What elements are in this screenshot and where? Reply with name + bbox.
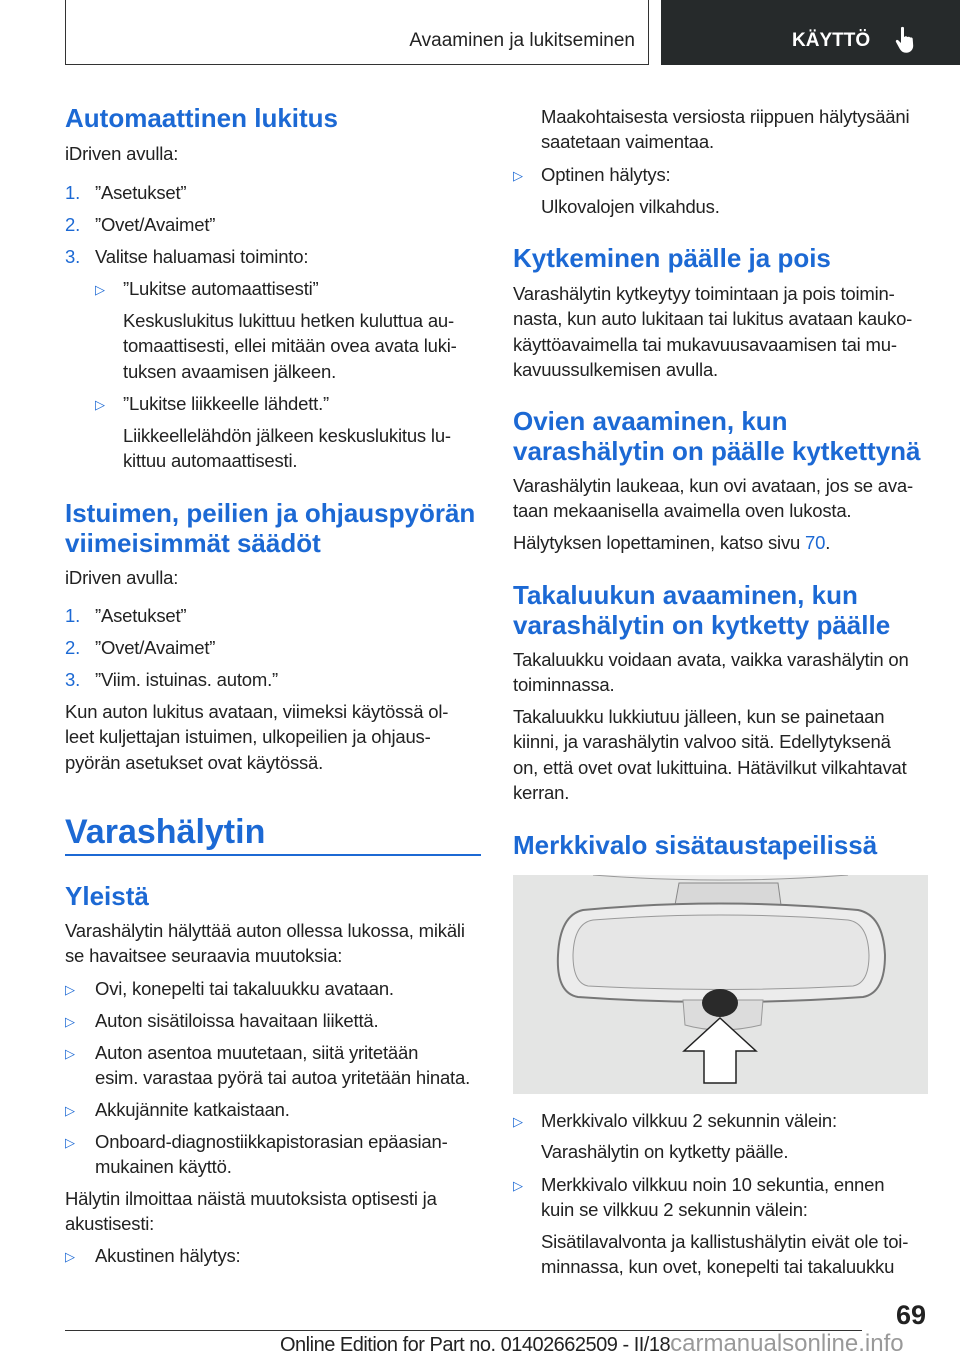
bullet-triangle-icon: ▷ (65, 1249, 75, 1264)
heading-indicator-light: Merkkivalo sisätaustapeilissä (513, 830, 878, 860)
paragraph: Maakohtaisesta versiosta riippuen hälytysääni (541, 106, 910, 127)
option-label: ”Lukitse liikkeelle lähdett.” (123, 393, 330, 414)
option-description: tomaattisesti, ellei mitään ovea avata luki- (123, 335, 457, 357)
list-item: Akustinen hälytys: (95, 1245, 241, 1266)
paragraph: Kun auton lukitus avataan, viimeksi käytössä ol- (65, 701, 449, 722)
heading-general: Yleistä (65, 881, 149, 911)
heading-last-settings: Istuimen, peilien ja ohjauspyörän (65, 498, 476, 528)
heading-alarm-system: Varashälytin (65, 813, 266, 851)
bullet-triangle-icon: ▷ (513, 1114, 523, 1129)
option-description: Liikkeellelähdön jälkeen keskuslukitus lu- (123, 425, 451, 446)
page-link[interactable]: 70 (805, 532, 826, 553)
paragraph: pyörän asetukset ovat käytössä. (65, 751, 324, 773)
paragraph: Varashälytin kytkeytyy toimintaan ja pois toimin- (513, 283, 895, 304)
paragraph: kerran. (513, 781, 570, 803)
list-item: Auton sisätiloissa havaitaan liikettä. (95, 1010, 379, 1031)
list-item: mukainen käyttö. (95, 1156, 232, 1178)
paragraph: akustisesti: (65, 1213, 155, 1235)
bullet-triangle-icon: ▷ (65, 982, 75, 997)
header-chapter-title: Avaaminen ja lukitseminen (409, 30, 635, 51)
text: Hälytyksen lopettaminen, katso sivu (513, 532, 806, 553)
header-section-label[interactable]: KÄYTTÖ (792, 30, 871, 51)
heading-doors: Ovien avaaminen, kun (513, 406, 788, 436)
bullet-triangle-icon: ▷ (65, 1014, 75, 1029)
paragraph: minnassa, kun ovet, konepelti tai takaluukku (541, 1256, 895, 1278)
paragraph: Hälytin ilmoittaa näistä muutoksista optisesti ja (65, 1188, 437, 1209)
heading-trunk: Takaluukun avaaminen, kun (513, 580, 858, 610)
heading-on-off: Kytkeminen päälle ja pois (513, 243, 831, 273)
paragraph: kiinni, ja varashälytin valvoo sitä. Edellytyksenä (513, 731, 891, 753)
paragraph: Takaluukku voidaan avata, vaikka varashälytin on (513, 649, 909, 670)
list-item: Merkkivalo vilkkuu 2 sekunnin välein: (541, 1110, 837, 1131)
paragraph: on, että ovet ovat lukittuina. Hätävilkut vilkahtavat (513, 756, 907, 778)
list-item: esim. varastaa pyörä tai autoa yritetään hinata. (95, 1067, 471, 1089)
pointing-hand-icon (893, 26, 919, 59)
option-description: tuksen avaamisen jälkeen. (123, 360, 337, 382)
paragraph: leet kuljettajan istuimen, ulkopeilien ja ohjaus- (65, 726, 431, 748)
paragraph: se havaitsee seuraavia muutoksia: (65, 945, 343, 967)
paragraph: nasta, kun auto lukitaan tai lukitus avataan kauko- (513, 308, 913, 330)
bullet-triangle-icon: ▷ (513, 168, 523, 183)
list-item: Onboard-diagnostiikkapistorasian epäasian- (95, 1131, 448, 1152)
intro-text: iDriven avulla: (65, 143, 179, 164)
bullet-triangle-icon: ▷ (65, 1046, 75, 1061)
paragraph: toiminnassa. (513, 674, 615, 696)
bullet-triangle-icon: ▷ (95, 282, 105, 297)
paragraph: Varashälytin on kytketty päälle. (541, 1141, 789, 1162)
paragraph: Varashälytin laukeaa, kun ovi avataan, jos se ava- (513, 475, 913, 496)
rearview-mirror-illustration (513, 875, 928, 1094)
paragraph: käyttöavaimella tai mukavuusavaamisen tai mu- (513, 333, 897, 355)
step-text: ”Asetukset” (95, 182, 187, 203)
bullet-triangle-icon: ▷ (65, 1135, 75, 1150)
paragraph: Ulkovalojen vilkahdus. (541, 196, 720, 217)
page-number: 69 (896, 1300, 927, 1330)
heading-doors: varashälytin on päälle kytkettynä (513, 436, 921, 466)
paragraph: Varashälytin hälyttää auton ollessa lukossa, mikäli (65, 920, 465, 941)
bullet-triangle-icon: ▷ (65, 1103, 75, 1118)
heading-trunk: varashälytin on kytketty päälle (513, 610, 891, 640)
step-number: 3. (65, 246, 81, 267)
list-item: Auton asentoa muutetaan, siitä yritetään (95, 1042, 419, 1063)
footer-edition (280, 1332, 904, 1357)
watermark: carmanualsonline.info (670, 1330, 904, 1357)
bullet-triangle-icon: ▷ (95, 397, 105, 412)
option-description: kittuu automaattisesti. (123, 450, 298, 472)
step-number: 1. (65, 182, 81, 203)
list-item: Ovi, konepelti tai takaluukku avataan. (95, 978, 394, 999)
option-description: Keskuslukitus lukittuu hetken kuluttua au- (123, 310, 454, 331)
text: . (825, 532, 831, 553)
list-item: kuin se vilkkuu 2 sekunnin välein: (541, 1199, 808, 1221)
step-text: ”Ovet/Avaimet” (95, 637, 216, 658)
paragraph: taan mekaanisella avaimella oven lukosta. (513, 500, 852, 522)
heading-automatic-locking: Automaattinen lukitus (65, 103, 339, 133)
list-item: Akkujännite katkaistaan. (95, 1099, 290, 1120)
intro-text: iDriven avulla: (65, 567, 179, 588)
step-number: 2. (65, 637, 81, 658)
step-text: ”Asetukset” (95, 605, 187, 626)
step-text: Valitse haluamasi toiminto: (95, 246, 309, 267)
paragraph: kavuussulkemisen avulla. (513, 358, 718, 380)
paragraph: Sisätilavalvonta ja kallistushälytin eivät ole toi- (541, 1231, 909, 1252)
step-text: ”Viim. istuinas. autom.” (95, 669, 279, 690)
section-divider (65, 854, 481, 856)
heading-last-settings: viimeisimmät säädöt (65, 528, 321, 558)
option-label: ”Lukitse automaattisesti” (123, 278, 319, 299)
paragraph: saatetaan vaimentaa. (541, 131, 714, 153)
list-item: Optinen hälytys: (541, 164, 671, 185)
step-number: 1. (65, 605, 81, 626)
step-number: 2. (65, 214, 81, 235)
list-item: Merkkivalo vilkkuu noin 10 sekuntia, ennen (541, 1174, 885, 1195)
bullet-triangle-icon: ▷ (513, 1178, 523, 1193)
edition-text: Online Edition for Part no. 01402662509 - II/18 (280, 1334, 671, 1356)
step-number: 3. (65, 669, 81, 690)
paragraph: Takaluukku lukkiutuu jälleen, kun se painetaan (513, 706, 885, 727)
stop-alarm-text (513, 530, 830, 555)
step-text: ”Ovet/Avaimet” (95, 214, 216, 235)
